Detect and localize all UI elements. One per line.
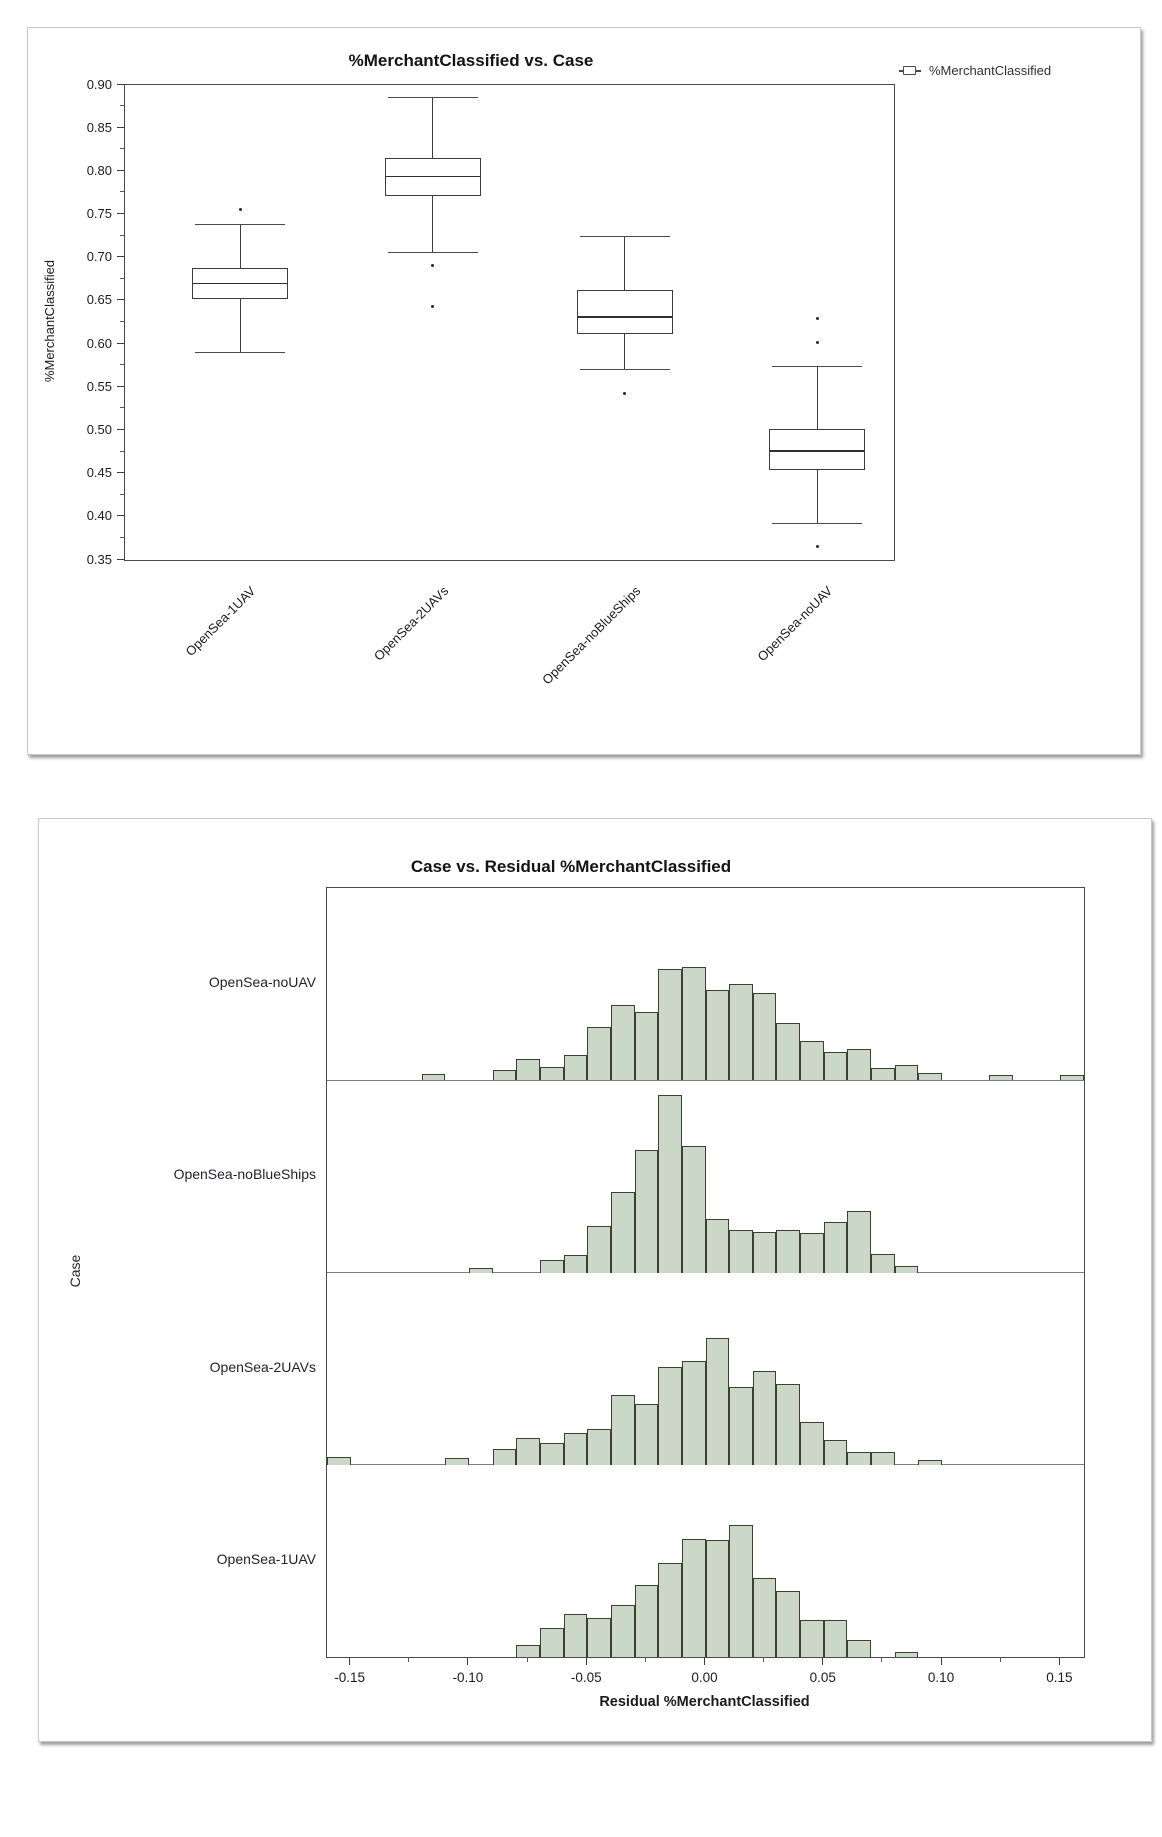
x-axis-tick-label: 0.00 — [691, 1670, 718, 1685]
x-axis-tick-label: -0.15 — [334, 1670, 366, 1685]
x-axis-minor-tick — [881, 1657, 882, 1662]
box-outlier-dot — [239, 208, 242, 211]
box-whisker-cap — [388, 97, 478, 98]
boxplot-legend — [899, 63, 1051, 78]
histogram-bar — [469, 1268, 493, 1273]
histogram-bar — [1060, 1075, 1084, 1080]
box-median-line — [578, 316, 672, 318]
histogram-bar — [824, 1052, 848, 1080]
histogram-bar — [895, 1652, 919, 1657]
x-axis-category-label: OpenSea-2UAVs — [370, 583, 451, 664]
histogram-bar — [658, 1367, 682, 1465]
histogram-bar — [776, 1230, 800, 1273]
histogram-bar — [540, 1443, 564, 1465]
y-axis-minor-tick — [120, 364, 124, 365]
histogram-bar — [729, 1387, 753, 1465]
histogram-bar — [753, 1232, 777, 1273]
histogram-bar — [540, 1260, 564, 1273]
histogram-bar — [658, 969, 682, 1080]
box-median-line — [770, 450, 864, 452]
histogram-bar — [706, 1219, 730, 1273]
histogram-bar — [611, 1395, 635, 1465]
histogram-bar — [635, 1012, 659, 1080]
y-axis-minor-tick — [120, 278, 124, 279]
y-axis-tick-label: 0.70 — [86, 249, 112, 265]
histogram-row-label: OpenSea-noUAV — [208, 974, 316, 991]
histogram-bar — [635, 1585, 659, 1657]
box-whisker-cap — [580, 369, 670, 370]
x-axis-tick-label: 0.15 — [1046, 1670, 1073, 1685]
box-outlier-dot — [431, 305, 434, 308]
histogram-row-label: OpenSea-2UAVs — [209, 1358, 316, 1375]
histogram-bar — [753, 1578, 777, 1657]
histogram-title: Case vs. Residual %MerchantClassified — [410, 857, 732, 876]
histogram-bar — [776, 1591, 800, 1657]
histogram-bar — [658, 1563, 682, 1657]
x-axis-major-tick — [586, 1657, 587, 1665]
y-axis-major-tick — [117, 472, 124, 473]
histogram-bar — [895, 1065, 919, 1080]
y-axis-tick-label: 0.80 — [86, 162, 112, 178]
y-axis-tick-label: 0.90 — [86, 76, 112, 92]
histogram-bar — [800, 1422, 824, 1465]
x-axis-category-label: OpenSea-1UAV — [182, 583, 259, 660]
y-axis-tick-label: 0.35 — [86, 551, 112, 567]
histogram-bar — [753, 993, 777, 1080]
y-axis-minor-tick — [120, 537, 124, 538]
y-axis-minor-tick — [120, 235, 124, 236]
histogram-bar — [729, 1230, 753, 1273]
box-outlier-dot — [431, 264, 434, 267]
histogram-bar — [611, 1605, 635, 1657]
histogram-bar — [635, 1150, 659, 1273]
histogram-bar — [682, 1539, 706, 1657]
x-axis-category-label: OpenSea-noBlueShips — [539, 583, 644, 688]
y-axis-tick-label: 0.60 — [86, 335, 112, 351]
histogram-bar — [516, 1059, 540, 1080]
histogram-bar — [776, 1384, 800, 1465]
y-axis-major-tick — [117, 559, 124, 560]
box-whisker-cap — [580, 236, 670, 237]
histogram-bar — [729, 984, 753, 1080]
histogram-bar — [871, 1254, 895, 1273]
histogram-bar — [824, 1620, 848, 1657]
histogram-bar — [871, 1452, 895, 1465]
x-axis-minor-tick — [527, 1657, 528, 1662]
histogram-bar — [587, 1429, 611, 1465]
x-axis-major-tick — [467, 1657, 468, 1665]
y-axis-minor-tick — [120, 451, 124, 452]
y-axis-major-tick — [117, 213, 124, 214]
y-axis-minor-tick — [120, 105, 124, 106]
histogram-bar — [989, 1075, 1013, 1080]
y-axis-tick-label: 0.65 — [86, 292, 112, 308]
boxplot-legend-icon — [899, 65, 921, 76]
y-axis-major-tick — [117, 170, 124, 171]
histogram-bar — [516, 1438, 540, 1465]
histogram-bar — [871, 1068, 895, 1080]
histogram-bar — [540, 1067, 564, 1080]
histogram-bar — [587, 1618, 611, 1657]
histogram-plot-area — [326, 887, 1085, 1658]
y-axis-major-tick — [117, 386, 124, 387]
box-whisker-cap — [388, 252, 478, 253]
x-axis-major-tick — [941, 1657, 942, 1665]
y-axis-tick-label: 0.40 — [86, 508, 112, 524]
x-axis-major-tick — [349, 1657, 350, 1665]
histogram-bar — [516, 1645, 540, 1657]
y-axis-major-tick — [117, 84, 124, 85]
histogram-bar — [918, 1460, 942, 1465]
histogram-bar — [918, 1073, 942, 1080]
y-axis-major-tick — [117, 256, 124, 257]
y-axis-minor-tick — [120, 494, 124, 495]
histogram-bar — [587, 1027, 611, 1080]
histogram-chart-card — [38, 818, 1152, 1742]
histogram-bar — [422, 1074, 446, 1080]
x-axis-minor-tick — [645, 1657, 646, 1662]
histogram-bar — [824, 1440, 848, 1465]
x-axis-minor-tick — [1000, 1657, 1001, 1662]
histogram-bar — [564, 1055, 588, 1080]
y-axis-minor-tick — [120, 148, 124, 149]
boxplot-legend-icon-box — [903, 66, 916, 75]
box-whisker-cap — [772, 366, 862, 367]
boxplot-chart-card — [27, 27, 1141, 755]
y-axis-major-tick — [117, 515, 124, 516]
histogram-x-axis-label: Residual %MerchantClassified — [599, 1694, 810, 1710]
y-axis-tick-label: 0.45 — [86, 465, 112, 481]
histogram-bar — [706, 990, 730, 1080]
histogram-bar — [564, 1255, 588, 1273]
box-median-line — [386, 176, 480, 178]
histogram-bar — [587, 1226, 611, 1273]
histogram-bar — [327, 1457, 351, 1465]
y-axis-tick-label: 0.85 — [86, 119, 112, 135]
histogram-bar — [540, 1628, 564, 1657]
y-axis-tick-label: 0.50 — [86, 421, 112, 437]
y-axis-minor-tick — [120, 321, 124, 322]
y-axis-tick-label: 0.55 — [86, 378, 112, 394]
histogram-bar — [635, 1404, 659, 1465]
histogram-bar — [729, 1525, 753, 1657]
histogram-bar — [493, 1070, 517, 1080]
y-axis-major-tick — [117, 343, 124, 344]
histogram-bar — [824, 1222, 848, 1273]
histogram-bar — [800, 1233, 824, 1273]
histogram-bar — [847, 1640, 871, 1657]
histogram-bar — [847, 1211, 871, 1273]
y-axis-minor-tick — [120, 407, 124, 408]
histogram-row-label: OpenSea-noBlueShips — [173, 1166, 316, 1183]
boxplot-legend-label: %MerchantClassified — [929, 63, 1052, 78]
box-median-line — [193, 283, 287, 285]
y-axis-major-tick — [117, 299, 124, 300]
y-axis-major-tick — [117, 429, 124, 430]
histogram-bar — [564, 1614, 588, 1657]
histogram-bar — [753, 1371, 777, 1465]
box-outlier-dot — [816, 341, 819, 344]
histogram-bar — [445, 1458, 469, 1465]
x-axis-tick-label: -0.05 — [570, 1670, 602, 1685]
histogram-row-label: OpenSea-1UAV — [216, 1550, 316, 1567]
box-iqr-rect — [577, 290, 673, 334]
histogram-bar — [776, 1023, 800, 1080]
histogram-bar — [895, 1266, 919, 1273]
box-outlier-dot — [816, 317, 819, 320]
box-whisker-cap — [772, 523, 862, 524]
histogram-bar — [706, 1338, 730, 1465]
boxplot-plot-area — [124, 84, 895, 561]
histogram-bar — [611, 1005, 635, 1080]
x-axis-tick-label: 0.10 — [927, 1670, 955, 1685]
y-axis-minor-tick — [120, 191, 124, 192]
x-axis-major-tick — [822, 1657, 823, 1665]
histogram-bar — [682, 1146, 706, 1273]
histogram-bar — [611, 1192, 635, 1273]
histogram-bar — [706, 1540, 730, 1657]
histogram-bar — [847, 1452, 871, 1465]
y-axis-tick-label: 0.75 — [86, 206, 112, 222]
box-outlier-dot — [816, 545, 819, 548]
x-axis-category-label: OpenSea-noUAV — [754, 583, 836, 665]
x-axis-major-tick — [704, 1657, 705, 1665]
box-whisker-cap — [195, 224, 285, 225]
x-axis-major-tick — [1059, 1657, 1060, 1665]
box-outlier-dot — [623, 392, 626, 395]
x-axis-minor-tick — [408, 1657, 409, 1662]
x-axis-minor-tick — [763, 1657, 764, 1662]
x-axis-tick-label: -0.10 — [452, 1670, 484, 1685]
histogram-bar — [564, 1433, 588, 1465]
histogram-bar — [800, 1620, 824, 1657]
boxplot-y-axis-label: %MerchantClassified — [42, 259, 57, 383]
y-axis-major-tick — [117, 127, 124, 128]
x-axis-tick-label: 0.05 — [809, 1670, 836, 1685]
histogram-bar — [800, 1041, 824, 1080]
histogram-bar — [493, 1449, 517, 1465]
histogram-bar — [682, 1361, 706, 1465]
histogram-bar — [847, 1049, 871, 1080]
box-whisker-cap — [195, 352, 285, 353]
histogram-y-axis-label: Case — [67, 1254, 83, 1288]
histogram-bar — [658, 1095, 682, 1273]
histogram-bar — [682, 967, 706, 1080]
boxplot-title: %MerchantClassified vs. Case — [348, 51, 594, 70]
